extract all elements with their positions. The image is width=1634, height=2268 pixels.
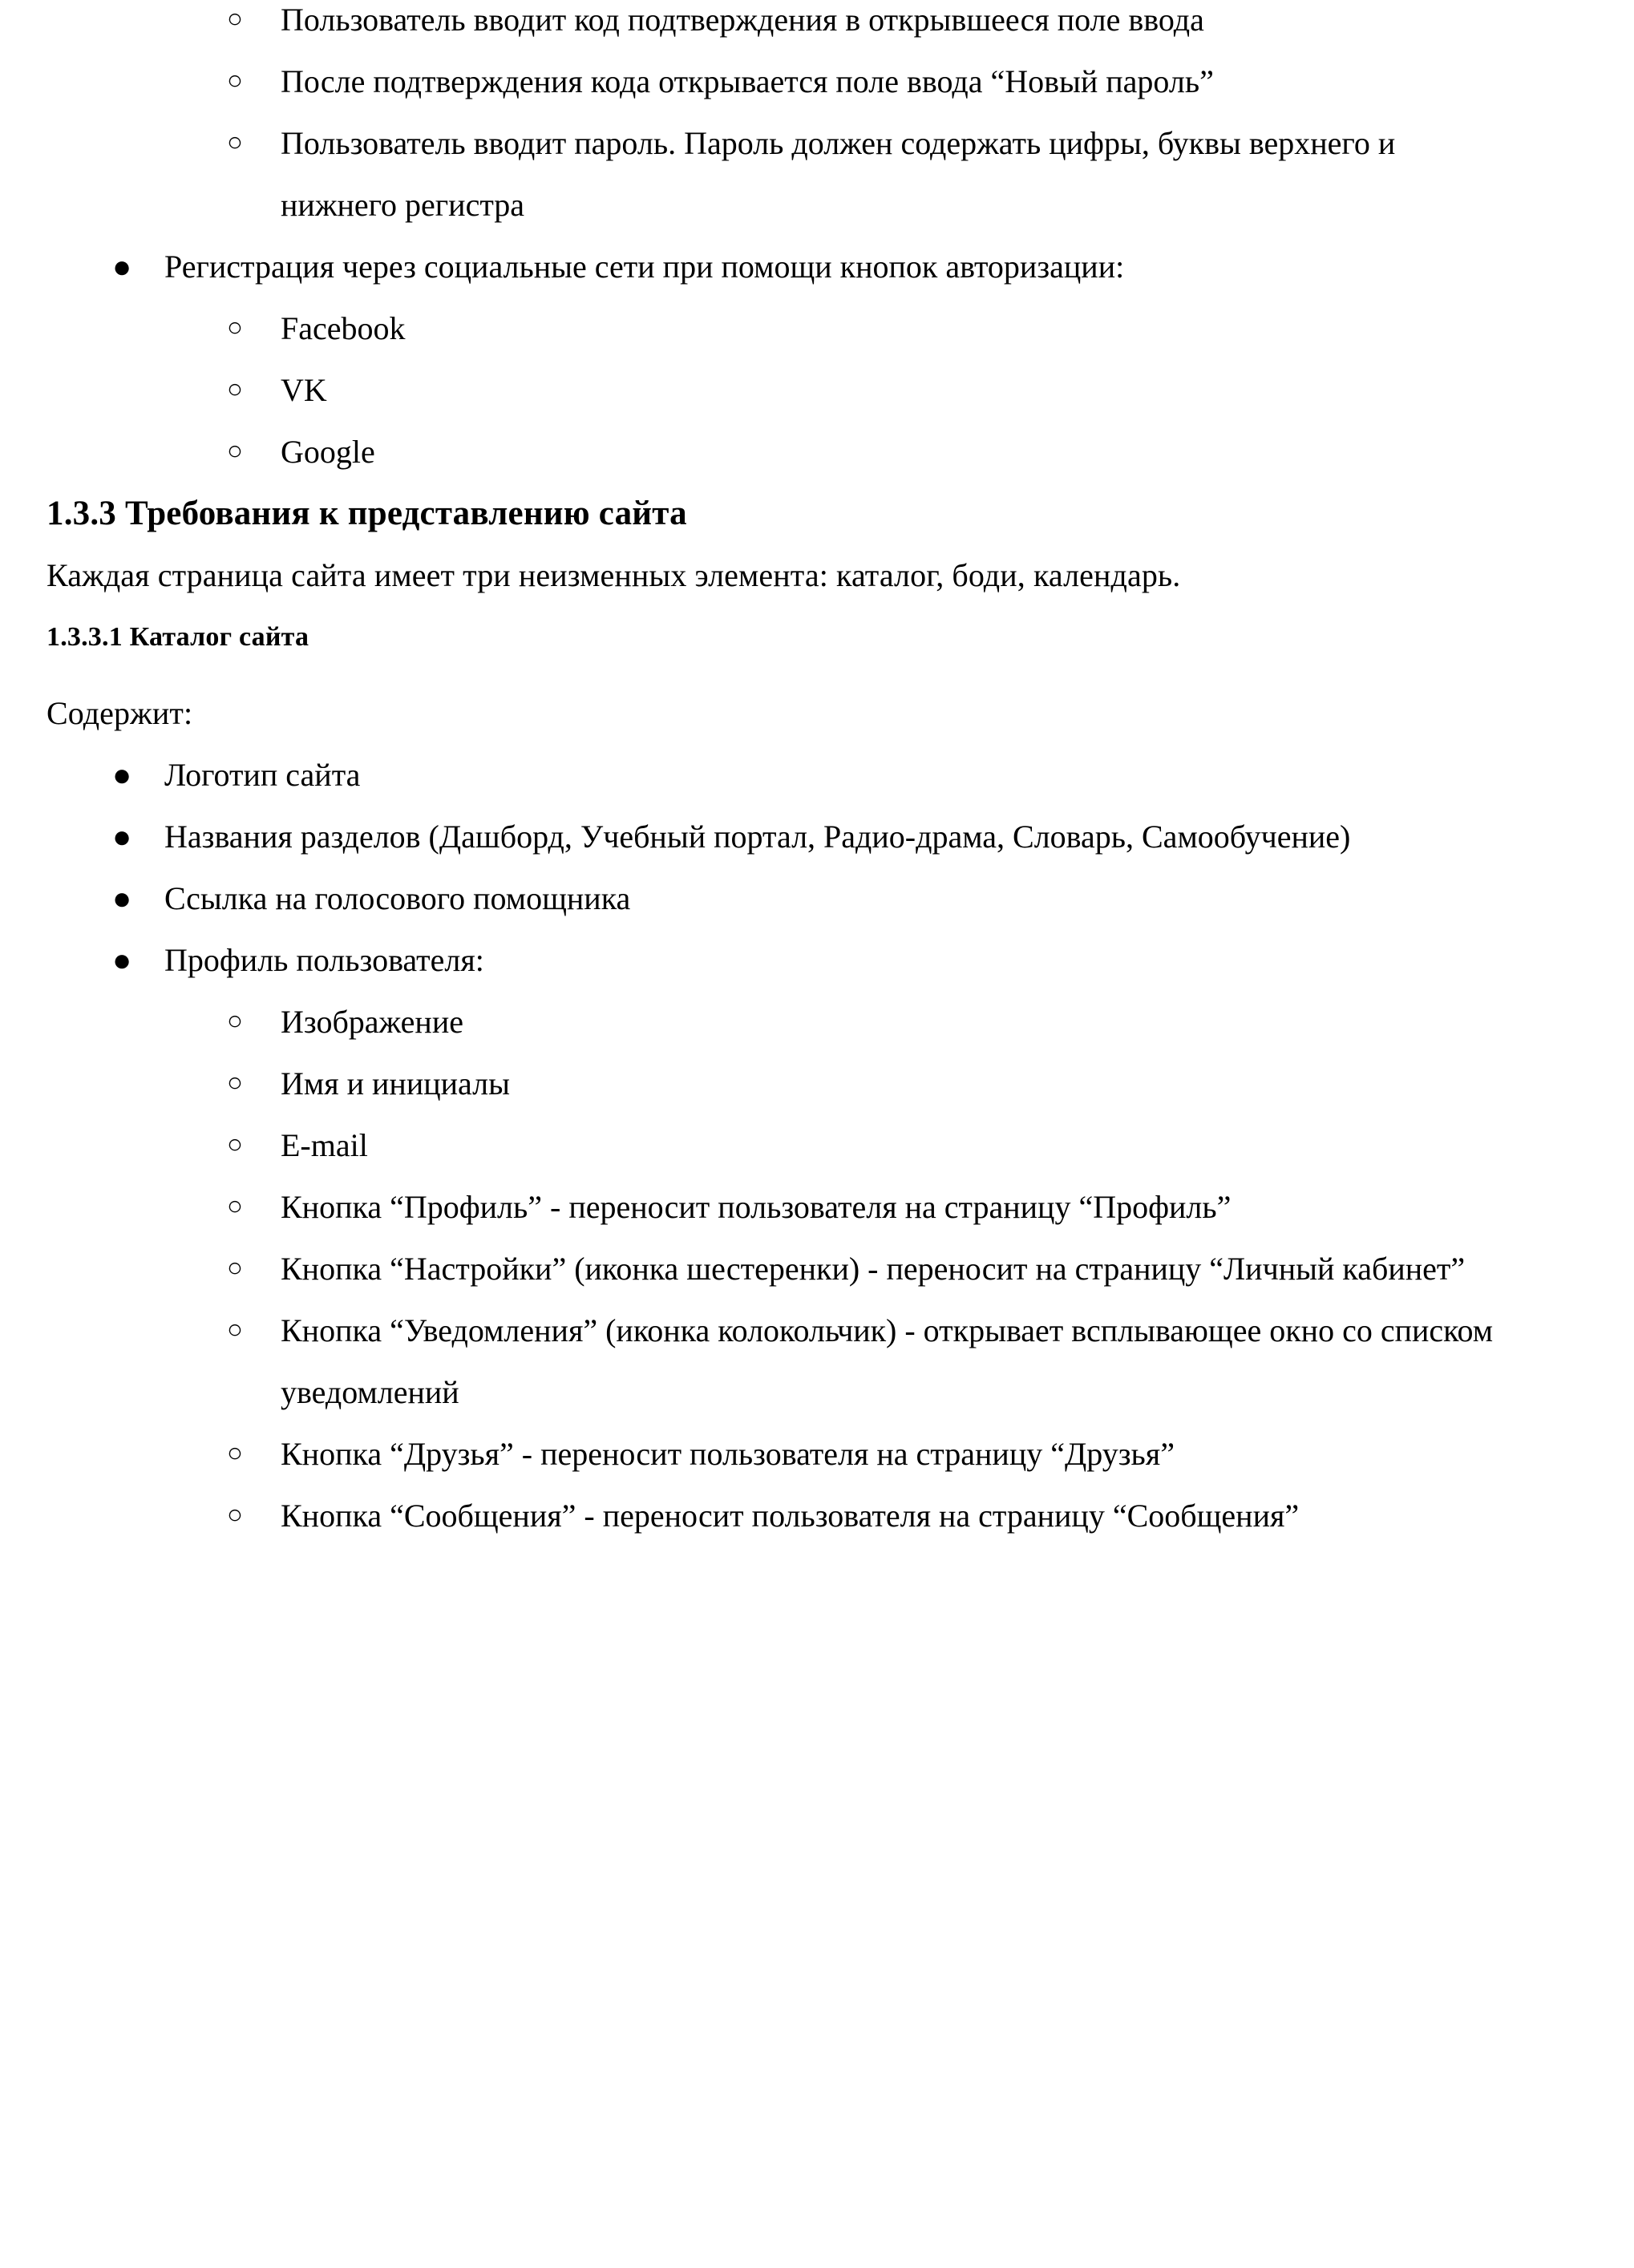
social-networks-list: [47, 297, 1514, 483]
list-item: [47, 1053, 1514, 1114]
list-item: [47, 867, 1514, 929]
profile-item-email: E-mail: [281, 1127, 368, 1163]
social-network-google: Google: [281, 434, 375, 470]
bullet-filled-icon: ●: [112, 819, 132, 855]
profile-item-image: Изображение: [281, 1004, 463, 1040]
bullet-hollow-icon: ○: [227, 128, 243, 157]
bullet-hollow-icon: ○: [227, 1007, 243, 1036]
list-item: [47, 1176, 1514, 1238]
section-heading-1-3-3: 1.3.3 Требования к представлению сайта: [47, 495, 687, 532]
profile-item-name: Имя и инициалы: [281, 1065, 510, 1102]
bullet-filled-icon: ●: [112, 757, 132, 793]
bullet-filled-icon: ●: [112, 249, 132, 285]
social-network-facebook: Facebook: [281, 310, 406, 346]
list-item: [47, 1114, 1514, 1176]
bullet-hollow-icon: ○: [227, 437, 243, 466]
list-item-text: Регистрация через социальные сети при помощи кнопок авторизации:: [164, 249, 1125, 285]
list-item: [47, 297, 1514, 359]
list-item: [47, 929, 1514, 991]
bullet-hollow-icon: ○: [227, 1501, 243, 1530]
profile-item-friends-button: Кнопка “Друзья” - переносит пользователя на страницу “Друзья”: [281, 1436, 1175, 1472]
bullet-hollow-icon: ○: [227, 375, 243, 404]
list-item: [47, 744, 1514, 806]
page-content: [47, 0, 1514, 1546]
profile-item-profile-button: Кнопка “Профиль” - переносит пользователя на страницу “Профиль”: [281, 1189, 1232, 1225]
list-item-text: Пользователь вводит код подтверждения в открывшееся поле ввода: [281, 2, 1204, 38]
list-item: [47, 0, 1514, 51]
list-item: [47, 236, 1514, 297]
user-profile-items-list: [47, 991, 1514, 1546]
bullet-hollow-icon: ○: [227, 1130, 243, 1159]
list-item: [47, 112, 1514, 236]
list-item: [47, 991, 1514, 1053]
catalog-item-logo: Логотип сайта: [164, 757, 361, 793]
bullet-hollow-icon: ○: [227, 1192, 243, 1221]
bullet-hollow-icon: ○: [227, 1069, 243, 1098]
bullet-hollow-icon: ○: [227, 1254, 243, 1283]
list-item-text: После подтверждения кода открывается поле ввода “Новый пароль”: [281, 63, 1214, 99]
catalog-item-voice-assistant: Ссылка на голосового помощника: [164, 880, 631, 916]
list-item: [47, 1300, 1514, 1423]
social-network-vk: VK: [281, 372, 327, 408]
social-registration-list: [47, 236, 1514, 297]
list-item: [47, 51, 1514, 112]
profile-item-messages-button: Кнопка “Сообщения” - переносит пользователя на страницу “Сообщения”: [281, 1498, 1300, 1534]
catalog-item-sections: Названия разделов (Дашборд, Учебный портал, Радио-драма, Словарь, Самообучение): [164, 819, 1351, 855]
password-steps-list: [47, 0, 1514, 236]
bullet-hollow-icon: ○: [227, 67, 243, 95]
bullet-filled-icon: ●: [112, 880, 132, 916]
list-item: [47, 1238, 1514, 1300]
list-item-text: Пользователь вводит пароль. Пароль должен содержать цифры, буквы верхнего и нижнего регистра: [281, 125, 1396, 223]
catalog-items-list: [47, 744, 1514, 991]
bullet-hollow-icon: ○: [227, 5, 243, 34]
list-item: [47, 421, 1514, 483]
section-heading-1-3-3-1: 1.3.3.1 Каталог сайта: [47, 622, 309, 652]
bullet-hollow-icon: ○: [227, 1316, 243, 1344]
list-item: [47, 1423, 1514, 1485]
catalog-item-user-profile: Профиль пользователя:: [164, 942, 484, 978]
bullet-hollow-icon: ○: [227, 313, 243, 342]
list-item: [47, 806, 1514, 867]
bullet-hollow-icon: ○: [227, 1439, 243, 1468]
profile-item-notifications-button: Кнопка “Уведомления” (иконка колокольчик) - открывает всплывающее окно со списком уведомлений: [281, 1312, 1494, 1410]
profile-item-settings-button: Кнопка “Настройки” (иконка шестеренки) - переносит на страницу “Личный кабинет”: [281, 1251, 1466, 1287]
catalog-lead-paragraph: Содержит:: [47, 695, 193, 731]
section-intro-paragraph: Каждая страница сайта имеет три неизменных элемента: каталог, боди, календарь.: [47, 557, 1181, 593]
bullet-filled-icon: ●: [112, 942, 132, 978]
list-item: [47, 1485, 1514, 1546]
list-item: [47, 359, 1514, 421]
